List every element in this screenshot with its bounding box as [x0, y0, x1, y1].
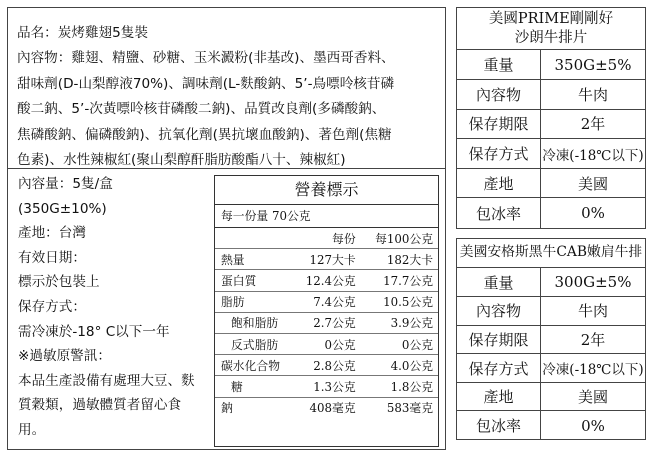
spec-value: 冷凍(-18℃以下): [541, 139, 646, 169]
spec-key: 重量: [457, 268, 541, 297]
nutrition-facts-table: [214, 175, 439, 447]
wing-label-panel: [7, 7, 446, 450]
nutrient-name: 熱量: [215, 249, 294, 270]
expiry-label: 有效日期：: [18, 249, 86, 266]
nutrition-row: [215, 397, 438, 418]
serving-size: 每一份量 70公克: [215, 205, 438, 228]
product-name-line: 品名：炭烤雞翅5隻裝: [17, 25, 148, 41]
expiry-value: 標示於包裝上: [18, 274, 100, 291]
spec-key: 產地: [457, 168, 541, 198]
nutrition-row: [215, 270, 438, 291]
nutrient-per-100g: 17.7公克: [362, 270, 438, 291]
nutrient-per-100g: 583毫克: [362, 397, 438, 418]
nutrient-name: 反式脂肪: [215, 333, 294, 354]
spec-value: 2年: [541, 325, 646, 354]
spec-value: 美國: [541, 168, 646, 198]
spec-row: [457, 382, 645, 411]
spec-key: 保存方式: [457, 139, 541, 169]
origin: 產地：台灣: [18, 225, 86, 242]
nutrition-header-row: [215, 228, 438, 249]
nutrition-row: [215, 355, 438, 376]
nutrient-name: 鈉: [215, 397, 294, 418]
ingredient-list: [17, 21, 437, 173]
prime-steak-spec-box: [456, 7, 646, 229]
spec-value: 2年: [541, 109, 646, 139]
spec-key: 內容物: [457, 80, 541, 110]
spec-table: [457, 50, 645, 228]
spec-row: [457, 50, 645, 80]
spec-key: 包冰率: [457, 198, 541, 228]
spec-key: 內容物: [457, 297, 541, 326]
spec-value: 0%: [541, 411, 646, 440]
spec-row: [457, 268, 645, 297]
nutrient-per-serving: 2.7公克: [294, 312, 362, 333]
nutrient-per-serving: 2.8公克: [294, 355, 362, 376]
spec-value: 美國: [541, 382, 646, 411]
spec-key: 保存方式: [457, 354, 541, 383]
nutrient-name: 脂肪: [215, 291, 294, 312]
nutrient-per-serving: 1.3公克: [294, 376, 362, 397]
spec-row: [457, 198, 645, 228]
spec-key: 保存期限: [457, 109, 541, 139]
ingredient-line: 焦磷酸鈉、偏磷酸鈉)、抗氧化劑(異抗壞血酸鈉)、著色劑(焦糖: [17, 126, 392, 143]
nutrition-row: [215, 312, 438, 333]
spec-value: 牛肉: [541, 80, 646, 110]
nutrient-per-100g: 0公克: [362, 333, 438, 354]
allergen-label: ※過敏原警訊：: [18, 348, 111, 365]
divider: [8, 168, 445, 169]
nutrition-title: 營養標示: [215, 176, 438, 205]
nutrient-per-100g: 182大卡: [362, 249, 438, 270]
allergen-text: 本品生產設備有處理大豆、麩質穀類，過敏體質者留心食用。: [18, 372, 195, 438]
nutrient-per-100g: 3.9公克: [362, 312, 438, 333]
net-content: 內容量：5隻/盒: [18, 176, 113, 192]
ingredient-line: 內容物：雞翅、精鹽、砂糖、玉米澱粉(非基改)、墨西哥香料、: [17, 50, 395, 67]
spec-key: 包冰率: [457, 411, 541, 440]
spec-value: 300G±5%: [554, 273, 632, 292]
spec-row: [457, 168, 645, 198]
spec-title-line: 沙朗牛排片: [514, 30, 588, 46]
nutrient-name: 碳水化合物: [215, 355, 294, 376]
nutrient-per-serving: 12.4公克: [294, 270, 362, 291]
ingredient-line: 甜味劑(D-山梨醇液70%)、調味劑(L-麩酸鈉、5’-鳥嘌呤核苷磷: [17, 75, 395, 92]
nutrient-per-100g: 1.8公克: [362, 376, 438, 397]
nutrient-per-100g: 4.0公克: [362, 355, 438, 376]
spec-table: [457, 268, 645, 440]
spec-key: 保存期限: [457, 325, 541, 354]
nutrition-grid: [215, 228, 438, 418]
storage-value: 需冷凍於-18° C以下一年: [18, 323, 170, 340]
nutrient-name: 飽和脂肪: [215, 312, 294, 333]
per-serving-header: 每份: [332, 231, 356, 246]
storage-label: 保存方式：: [18, 298, 86, 315]
spec-row: [457, 411, 645, 440]
net-weight: (350G±10%): [18, 200, 107, 217]
cab-steak-spec-box: [456, 238, 646, 440]
spec-value: 0%: [541, 198, 646, 228]
spec-box-title: [457, 8, 645, 50]
nutrition-row: [215, 249, 438, 270]
ingredient-line: 酸二鈉、5’-次黃嘌呤核苷磷酸二鈉)、品質改良劑(多磷酸鈉、: [17, 101, 386, 118]
spec-row: [457, 109, 645, 139]
nutrient-per-serving: 7.4公克: [294, 291, 362, 312]
spec-value: 冷凍(-18℃以下): [541, 354, 646, 383]
spec-row: [457, 297, 645, 326]
spec-value: 350G±5%: [554, 55, 632, 74]
per-100g-header: 每100公克: [375, 231, 433, 246]
nutrition-row: [215, 376, 438, 397]
spec-key: 重量: [457, 50, 541, 80]
nutrition-row: [215, 333, 438, 354]
spec-box-title: 美國安格斯黑牛CAB嫩肩牛排: [457, 239, 645, 268]
spec-row: [457, 139, 645, 169]
spec-title-line: 美國PRIME剛剛好: [488, 11, 614, 27]
spec-row: [457, 325, 645, 354]
nutrient-per-serving: 127大卡: [294, 249, 362, 270]
nutrient-name: 蛋白質: [215, 270, 294, 291]
spec-row: [457, 80, 645, 110]
product-info: [18, 172, 203, 443]
spec-value: 牛肉: [541, 297, 646, 326]
spec-row: [457, 354, 645, 383]
nutrient-per-100g: 10.5公克: [362, 291, 438, 312]
nutrient-per-serving: 0公克: [294, 333, 362, 354]
nutrient-per-serving: 408毫克: [294, 397, 362, 418]
nutrient-name: 糖: [215, 376, 294, 397]
ingredient-line: 色素)、水性辣椒紅(聚山梨醇酐脂肪酸酯八十、辣椒紅): [17, 152, 346, 169]
spec-key: 產地: [457, 382, 541, 411]
nutrition-row: [215, 291, 438, 312]
